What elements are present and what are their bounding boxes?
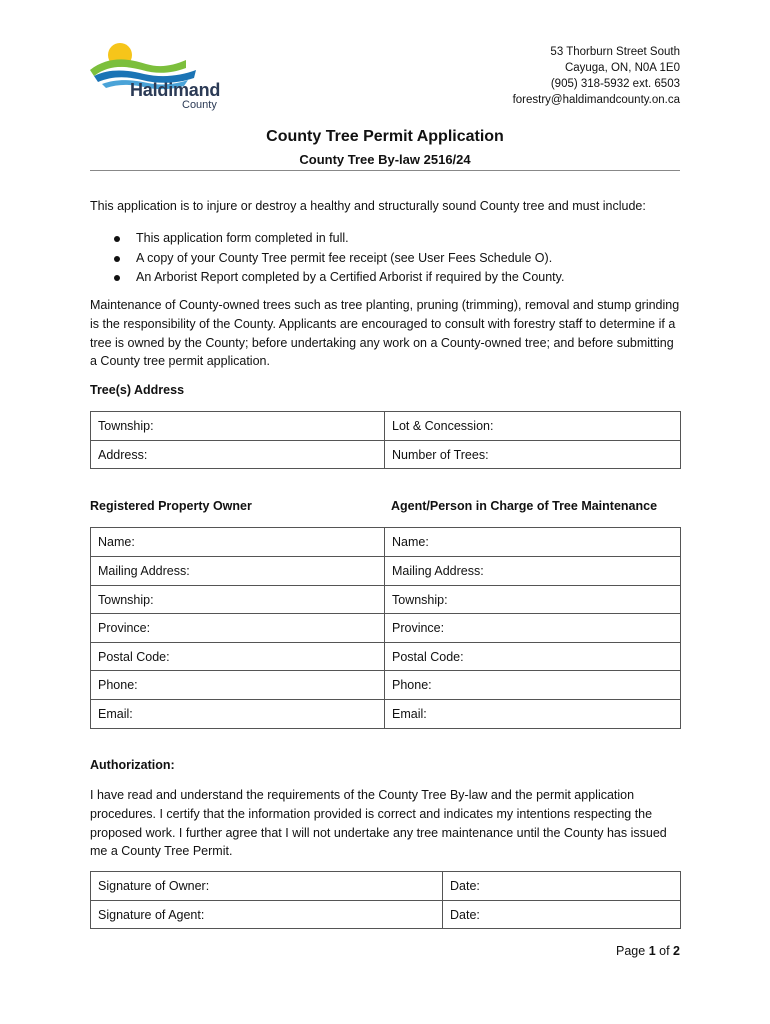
agent-signature-field[interactable]: Signature of Agent: <box>91 901 443 929</box>
requirements-list <box>114 229 564 288</box>
owner-agent-table <box>90 527 681 729</box>
table-row <box>91 614 681 643</box>
agent-phone-field[interactable]: Phone: <box>385 671 681 700</box>
list-item: A copy of your County Tree permit fee receipt (see User Fees Schedule O). <box>114 249 564 269</box>
agent-heading: Agent/Person in Charge of Tree Maintenance <box>391 499 658 513</box>
contact-block <box>513 44 680 108</box>
bullet-icon <box>114 256 120 262</box>
owner-date-field[interactable]: Date: <box>443 872 681 901</box>
table-row <box>91 643 681 671</box>
table-row <box>91 700 681 729</box>
table-row <box>91 557 681 586</box>
page-title: County Tree Permit Application <box>266 128 504 145</box>
contact-phone: (905) 318-5932 ext. 6503 <box>550 78 680 90</box>
township-field[interactable]: Township: <box>91 412 385 441</box>
intro-text: This application is to injure or destroy a healthy and structurally sound County tree and must include: <box>90 199 646 213</box>
owner-heading: Registered Property Owner <box>90 499 252 513</box>
title-divider <box>90 170 680 171</box>
tree-address-heading: Tree(s) Address <box>90 383 185 397</box>
contact-street: 53 Thorburn Street South <box>550 46 680 58</box>
owner-name-field[interactable]: Name: <box>91 528 385 557</box>
owner-postal-code-field[interactable]: Postal Code: <box>91 643 385 671</box>
agent-postal-code-field[interactable]: Postal Code: <box>385 643 681 671</box>
agent-email-field[interactable]: Email: <box>385 700 681 729</box>
owner-phone-field[interactable]: Phone: <box>91 671 385 700</box>
lot-concession-field[interactable]: Lot & Concession: <box>385 412 681 441</box>
agent-township-field[interactable]: Township: <box>385 586 681 614</box>
agent-name-field[interactable]: Name: <box>385 528 681 557</box>
authorization-heading: Authorization: <box>90 758 175 772</box>
table-row <box>91 872 681 901</box>
table-row <box>91 528 681 557</box>
table-row <box>91 441 681 469</box>
number-of-trees-field[interactable]: Number of Trees: <box>385 441 681 469</box>
tree-address-table <box>90 411 681 469</box>
maintenance-paragraph: Maintenance of County-owned trees such as tree planting, pruning (trimming), removal and stump grinding is the responsibility of the County. Applicants are encouraged to consult with forestry staff to determine if a tree is owned by the County; before undertaking any work on a County-owned tree; and before submitting a County tree permit application. <box>90 298 680 369</box>
logo-subtitle: County <box>182 99 217 111</box>
owner-province-field[interactable]: Province: <box>91 614 385 643</box>
owner-mailing-address-field[interactable]: Mailing Address: <box>91 557 385 586</box>
address-field[interactable]: Address: <box>91 441 385 469</box>
bullet-icon <box>114 275 120 281</box>
authorization-paragraph: I have read and understand the requirements of the County Tree By-law and the permit application procedures. I certify that the information provided is correct and indicates my intentions respecting the proposed work. I further agree that I will not undertake any tree maintenance until the County has issued me a County Tree Permit. <box>90 788 667 859</box>
list-item: An Arborist Report completed by a Certified Arborist if required by the County. <box>114 268 564 288</box>
contact-city: Cayuga, ON, N0A 1E0 <box>564 62 680 74</box>
agent-province-field[interactable]: Province: <box>385 614 681 643</box>
logo-wordmark: Haldimand <box>130 80 221 100</box>
page-number: Page 1 of 2 <box>616 944 680 958</box>
page-subtitle: County Tree By-law 2516/24 <box>299 152 471 167</box>
owner-signature-field[interactable]: Signature of Owner: <box>91 872 443 901</box>
bullet-icon <box>114 236 120 242</box>
table-row <box>91 586 681 614</box>
title-block <box>90 128 680 167</box>
agent-date-field[interactable]: Date: <box>443 901 681 929</box>
table-row <box>91 412 681 441</box>
table-row <box>91 901 681 929</box>
list-item: This application form completed in full. <box>114 229 564 249</box>
agent-mailing-address-field[interactable]: Mailing Address: <box>385 557 681 586</box>
owner-email-field[interactable]: Email: <box>91 700 385 729</box>
signature-table <box>90 871 681 929</box>
owner-township-field[interactable]: Township: <box>91 586 385 614</box>
contact-email: forestry@haldimandcounty.on.ca <box>512 94 680 106</box>
table-row <box>91 671 681 700</box>
